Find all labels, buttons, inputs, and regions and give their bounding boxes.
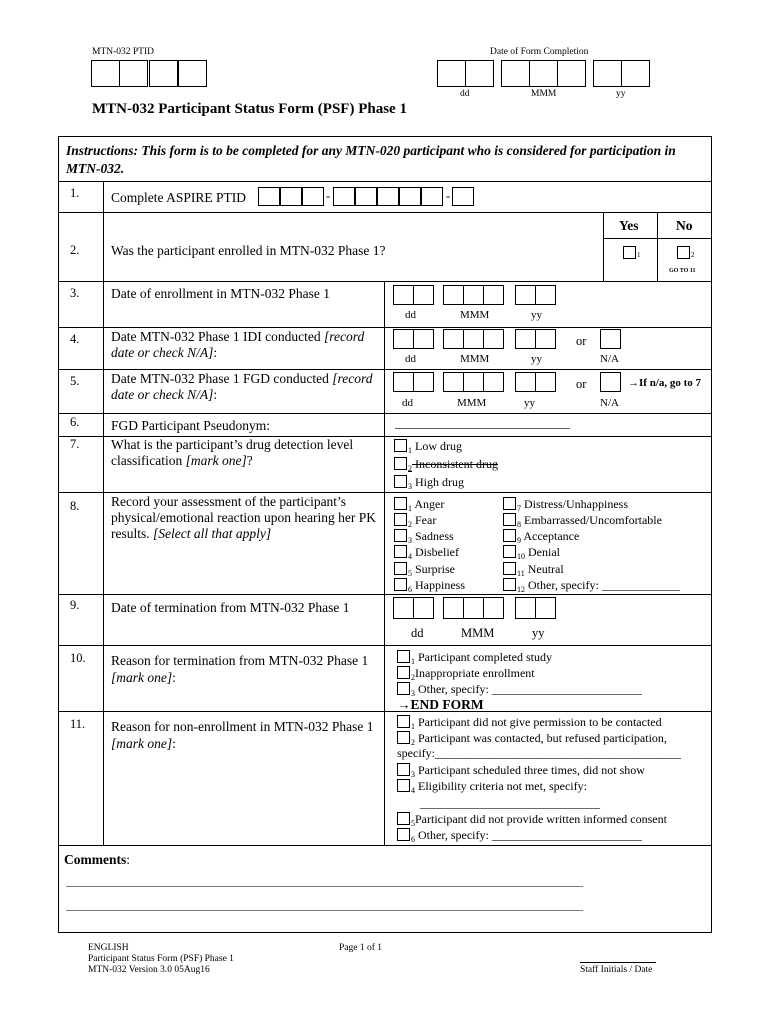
footer-language: ENGLISH bbox=[88, 943, 129, 953]
option-code: 1 bbox=[408, 504, 412, 513]
option-code: 2 bbox=[408, 520, 412, 529]
checkbox[interactable] bbox=[397, 682, 410, 695]
q8-label-text: Record your assessment of the participant’s physical/emotional reaction upon hearing her PK results. bbox=[111, 494, 377, 541]
option-code: 1 bbox=[408, 446, 412, 455]
q9-label: Date of termination from MTN-032 Phase 1 bbox=[111, 600, 350, 615]
q10-end-form: →END FORM bbox=[397, 697, 484, 712]
date-box[interactable] bbox=[413, 285, 434, 305]
option-code: 12 bbox=[517, 585, 525, 594]
q2-skip: GO TO 11 bbox=[669, 268, 696, 274]
date-box[interactable] bbox=[413, 372, 434, 392]
date-box[interactable] bbox=[535, 372, 556, 392]
q5-label bbox=[111, 371, 381, 403]
page-number: Page 1 of 1 bbox=[339, 943, 383, 953]
date-box[interactable] bbox=[443, 372, 464, 392]
q11-label-text: Reason for non-enrollment in MTN-032 Phase 1 bbox=[111, 719, 374, 734]
q10-note: [mark one] bbox=[111, 670, 173, 685]
q2-no-checkbox[interactable] bbox=[677, 246, 690, 259]
ptid-label: MTN-032 PTID bbox=[92, 47, 155, 57]
q5-note: [record date or check N/A] bbox=[111, 371, 373, 402]
option-code: 10 bbox=[517, 552, 525, 561]
date-box[interactable] bbox=[515, 372, 536, 392]
option-code: 5 bbox=[408, 569, 412, 578]
date-box[interactable] bbox=[483, 372, 504, 392]
aspire-ptid-box[interactable] bbox=[355, 187, 377, 206]
q8-option-1[interactable] bbox=[394, 497, 444, 512]
date-box[interactable] bbox=[463, 597, 484, 619]
date-box[interactable] bbox=[529, 60, 558, 87]
q11-suffix: : bbox=[172, 736, 176, 751]
checkbox[interactable] bbox=[503, 545, 516, 558]
checkbox[interactable] bbox=[394, 545, 407, 558]
q8-option-8[interactable] bbox=[503, 513, 662, 528]
q7-suffix: ? bbox=[246, 453, 253, 468]
option-label: Participant did not provide written informed consent bbox=[415, 812, 667, 826]
option-code: 6 bbox=[411, 835, 415, 844]
footer-version: MTN-032 Version 3.0 05Aug16 bbox=[88, 965, 210, 975]
checkbox[interactable] bbox=[503, 529, 516, 542]
checkbox[interactable] bbox=[503, 578, 516, 591]
q8-option-2[interactable] bbox=[394, 513, 436, 528]
date-box[interactable] bbox=[483, 329, 504, 349]
q10-label bbox=[111, 652, 381, 686]
footer-info bbox=[88, 943, 234, 976]
q8-option-5[interactable] bbox=[394, 562, 455, 577]
mmm-label: MMM bbox=[531, 89, 557, 99]
date-box[interactable] bbox=[501, 60, 530, 87]
q1-label: Complete ASPIRE PTID bbox=[111, 190, 247, 205]
mmm-label: MMM bbox=[460, 309, 490, 321]
option-label: Embarrassed/Uncomfortable bbox=[521, 513, 662, 527]
aspire-ptid-box[interactable] bbox=[452, 187, 474, 206]
q3-number: 3. bbox=[70, 286, 80, 300]
q3-label: Date of enrollment in MTN-032 Phase 1 bbox=[111, 286, 330, 301]
q5-or: or bbox=[576, 377, 587, 391]
q5-na-label: N/A bbox=[600, 397, 619, 409]
date-box[interactable] bbox=[557, 60, 586, 87]
option-label: Denial bbox=[525, 545, 560, 559]
dd-label: dd bbox=[405, 353, 416, 365]
option-label: Anger bbox=[412, 497, 445, 511]
option-label: Distress/Unhappiness bbox=[521, 497, 628, 511]
q4-label-text: Date MTN-032 Phase 1 IDI conducted bbox=[111, 329, 321, 344]
option-code: 4 bbox=[411, 786, 415, 795]
date-box[interactable] bbox=[535, 329, 556, 349]
option-code: 3 bbox=[411, 689, 415, 698]
date-box[interactable] bbox=[437, 60, 466, 87]
option-label: Fear bbox=[412, 513, 437, 527]
q7-note: [mark one] bbox=[185, 453, 247, 468]
option-label: Neutral bbox=[524, 562, 564, 576]
q8-option-7[interactable] bbox=[503, 497, 628, 512]
date-box[interactable] bbox=[413, 329, 434, 349]
ptid-dash: - bbox=[446, 189, 451, 203]
q4-note: [record date or check N/A] bbox=[111, 329, 365, 360]
dd-label: dd bbox=[405, 309, 416, 321]
q10-suffix: : bbox=[172, 670, 176, 685]
q4-number: 4. bbox=[70, 332, 80, 346]
instructions: Instructions: This form is to be completed for any MTN-020 participant who is considered for participation in MTN-032. bbox=[66, 143, 676, 176]
q11-option-1[interactable] bbox=[397, 715, 662, 730]
aspire-ptid-box[interactable] bbox=[377, 187, 399, 206]
aspire-ptid-box[interactable] bbox=[302, 187, 324, 206]
q11-note: [mark one] bbox=[111, 736, 173, 751]
date-box[interactable] bbox=[443, 597, 464, 619]
date-box[interactable] bbox=[393, 285, 414, 305]
checkbox[interactable] bbox=[394, 578, 407, 591]
q1-number: 1. bbox=[70, 186, 80, 200]
date-box[interactable] bbox=[443, 285, 464, 305]
q8-option-11[interactable] bbox=[503, 562, 564, 577]
option-code: 3 bbox=[408, 536, 412, 545]
date-box[interactable] bbox=[621, 60, 650, 87]
footer-form-name: Participant Status Form (PSF) Phase 1 bbox=[88, 954, 234, 964]
option-code: 2 bbox=[411, 673, 415, 682]
comments-line[interactable]: ______________________________________________________________________________________________ bbox=[66, 900, 583, 912]
dd-label: dd bbox=[460, 89, 470, 99]
q8-option-3[interactable] bbox=[394, 529, 454, 544]
option-code: 9 bbox=[517, 536, 521, 545]
q7-option-inconsistent[interactable] bbox=[394, 457, 498, 472]
form-title: MTN-032 Participant Status Form (PSF) Phase 1 bbox=[92, 101, 407, 117]
q7-option-high[interactable] bbox=[394, 475, 464, 490]
option-label: Eligibility criteria not met, specify: bbox=[415, 779, 587, 793]
option-label: Participant did not give permission to be contacted bbox=[415, 715, 662, 729]
date-box[interactable] bbox=[393, 597, 414, 619]
comments-colon: : bbox=[126, 852, 131, 867]
staff-initials-line bbox=[580, 962, 656, 963]
checkbox[interactable] bbox=[394, 475, 407, 488]
checkbox[interactable] bbox=[394, 457, 407, 470]
option-label: Participant scheduled three times, did not show bbox=[415, 763, 645, 777]
q11-option-4[interactable] bbox=[397, 779, 587, 794]
option-label: Low drug bbox=[415, 439, 462, 453]
option-label: Inappropriate enrollment bbox=[415, 666, 535, 680]
date-box[interactable] bbox=[515, 329, 536, 349]
option-label: Participant was contacted, but refused participation, bbox=[415, 731, 667, 745]
checkbox[interactable] bbox=[397, 731, 410, 744]
mmm-label: MMM bbox=[460, 353, 490, 365]
option-label: Other, specify: _________________________ bbox=[415, 828, 642, 842]
mmm-label: MMM bbox=[461, 626, 495, 640]
date-box[interactable] bbox=[483, 597, 504, 619]
dd-label: dd bbox=[411, 626, 424, 640]
option-code: 3 bbox=[411, 770, 415, 779]
q8-note: [Select all that apply] bbox=[153, 526, 272, 541]
q4-na-label: N/A bbox=[600, 353, 619, 365]
yy-label: yy bbox=[524, 397, 535, 409]
mmm-label: MMM bbox=[457, 397, 487, 409]
yy-label: yy bbox=[531, 309, 542, 321]
aspire-ptid-box[interactable] bbox=[399, 187, 421, 206]
checkbox[interactable] bbox=[397, 779, 410, 792]
date-box[interactable] bbox=[515, 285, 536, 305]
q11-option-6[interactable] bbox=[397, 828, 642, 843]
q5-label-text: Date MTN-032 Phase 1 FGD conducted bbox=[111, 371, 329, 386]
q2-yes-code: 1 bbox=[637, 251, 641, 259]
checkbox[interactable] bbox=[394, 497, 407, 510]
checkbox[interactable] bbox=[397, 763, 410, 776]
q8-number: 8. bbox=[70, 499, 80, 513]
option-label: Acceptance bbox=[521, 529, 580, 543]
option-code: 1 bbox=[411, 657, 415, 666]
q7-label bbox=[111, 437, 381, 469]
ptid-dash: - bbox=[326, 189, 331, 203]
comments-label-text: Comments bbox=[64, 852, 127, 867]
q7-number: 7. bbox=[70, 437, 80, 451]
q8-option-4[interactable] bbox=[394, 545, 459, 560]
q8-option-12[interactable] bbox=[503, 578, 680, 593]
staff-initials-label: Staff Initials / Date bbox=[580, 965, 653, 975]
no-header: No bbox=[676, 218, 693, 233]
q8-option-6[interactable] bbox=[394, 578, 465, 593]
yy-label: yy bbox=[532, 626, 545, 640]
date-completion-label: Date of Form Completion bbox=[490, 47, 589, 57]
option-label: Other, specify: _____________ bbox=[525, 578, 680, 592]
option-code: 8 bbox=[517, 520, 521, 529]
q6-label: FGD Participant Pseudonym: bbox=[111, 418, 270, 433]
q10-label-text: Reason for termination from MTN-032 Phase 1 bbox=[111, 653, 369, 668]
yy-label: yy bbox=[616, 89, 626, 99]
checkbox[interactable] bbox=[394, 439, 407, 452]
date-box[interactable] bbox=[593, 60, 622, 87]
q11-number: 11. bbox=[70, 717, 86, 731]
q4-or: or bbox=[576, 334, 587, 348]
option-label: Sadness bbox=[412, 529, 454, 543]
option-code: 4 bbox=[408, 552, 412, 561]
date-box[interactable] bbox=[483, 285, 504, 305]
q2-yes-checkbox[interactable] bbox=[623, 246, 636, 259]
ptid-box[interactable] bbox=[178, 60, 207, 87]
option-code: 6 bbox=[408, 585, 412, 594]
q10-option-completed[interactable] bbox=[397, 650, 552, 665]
q11-option-3[interactable] bbox=[397, 763, 645, 778]
aspire-ptid-box[interactable] bbox=[421, 187, 443, 206]
option-code: 7 bbox=[517, 504, 521, 513]
option-code: 2 bbox=[408, 464, 412, 473]
date-box[interactable] bbox=[443, 329, 464, 349]
q6-number: 6. bbox=[70, 415, 80, 429]
q5-number: 5. bbox=[70, 374, 80, 388]
aspire-ptid-box[interactable] bbox=[280, 187, 302, 206]
q11-option-4-specify[interactable]: ______________________________ bbox=[420, 796, 600, 810]
checkbox[interactable] bbox=[397, 812, 410, 825]
option-label: Happiness bbox=[412, 578, 465, 592]
ptid-box[interactable] bbox=[149, 60, 178, 87]
date-box[interactable] bbox=[463, 372, 484, 392]
aspire-ptid-box[interactable] bbox=[258, 187, 280, 206]
option-label: Other, specify: _________________________ bbox=[415, 682, 642, 696]
q6-pseudonym-blank[interactable]: ____________________________ bbox=[395, 416, 570, 430]
checkbox[interactable] bbox=[503, 562, 516, 575]
date-box[interactable] bbox=[393, 329, 414, 349]
option-code: 2 bbox=[411, 738, 415, 747]
q9-number: 9. bbox=[70, 598, 80, 612]
option-label: High drug bbox=[415, 475, 464, 489]
q8-option-10[interactable] bbox=[503, 545, 560, 560]
comments-line[interactable]: ______________________________________________________________________________________________ bbox=[66, 876, 583, 888]
q11-option-5[interactable] bbox=[397, 812, 667, 827]
date-box[interactable] bbox=[535, 285, 556, 305]
checkbox[interactable] bbox=[397, 828, 410, 841]
q4-suffix: : bbox=[213, 345, 218, 360]
q4-label bbox=[111, 329, 381, 361]
date-box[interactable] bbox=[535, 597, 556, 619]
q4-na-checkbox[interactable] bbox=[600, 329, 621, 349]
option-code: 5 bbox=[411, 819, 415, 828]
date-box[interactable] bbox=[465, 60, 494, 87]
q11-option-2[interactable] bbox=[397, 731, 667, 746]
q2-label: Was the participant enrolled in MTN-032 Phase 1? bbox=[111, 243, 386, 258]
option-label: Participant completed study bbox=[415, 650, 552, 664]
option-label: Surprise bbox=[412, 562, 455, 576]
yes-header: Yes bbox=[619, 218, 639, 233]
dd-label: dd bbox=[402, 397, 413, 409]
q5-suffix: : bbox=[213, 387, 218, 402]
q7-option-low[interactable] bbox=[394, 439, 462, 454]
checkbox[interactable] bbox=[503, 497, 516, 510]
checkbox[interactable] bbox=[397, 650, 410, 663]
date-box[interactable] bbox=[393, 372, 414, 392]
q8-label bbox=[111, 494, 381, 542]
checkbox[interactable] bbox=[394, 529, 407, 542]
checkbox[interactable] bbox=[394, 513, 407, 526]
date-box[interactable] bbox=[463, 285, 484, 305]
aspire-ptid-box[interactable] bbox=[333, 187, 355, 206]
q11-label bbox=[111, 718, 381, 752]
q10-option-inappropriate[interactable] bbox=[397, 666, 535, 681]
yy-label: yy bbox=[531, 353, 542, 365]
q10-option-other[interactable] bbox=[397, 682, 642, 697]
option-label: Inconsistent drug bbox=[415, 457, 498, 471]
checkbox[interactable] bbox=[397, 666, 410, 679]
q2-no-code: 2 bbox=[691, 251, 695, 259]
checkbox[interactable] bbox=[394, 562, 407, 575]
option-label: Disbelief bbox=[412, 545, 459, 559]
option-code: 1 bbox=[411, 722, 415, 731]
q5-skip: →If n/a, go to 7 bbox=[628, 377, 702, 389]
ptid-box[interactable] bbox=[91, 60, 120, 87]
comments-label bbox=[64, 852, 130, 868]
date-box[interactable] bbox=[463, 329, 484, 349]
q10-number: 10. bbox=[70, 651, 86, 665]
option-code: 11 bbox=[517, 569, 525, 578]
checkbox[interactable] bbox=[397, 715, 410, 728]
date-box[interactable] bbox=[413, 597, 434, 619]
ptid-box[interactable] bbox=[119, 60, 148, 87]
q5-na-checkbox[interactable] bbox=[600, 372, 621, 392]
q2-number: 2. bbox=[70, 243, 80, 257]
q11-option-2-specify[interactable]: specify:_________________________________________ bbox=[397, 746, 681, 760]
checkbox[interactable] bbox=[503, 513, 516, 526]
q7-label-text: What is the participant’s drug detection level classification bbox=[111, 437, 354, 468]
q8-option-9[interactable] bbox=[503, 529, 579, 544]
option-code: 3 bbox=[408, 482, 412, 491]
date-box[interactable] bbox=[515, 597, 536, 619]
